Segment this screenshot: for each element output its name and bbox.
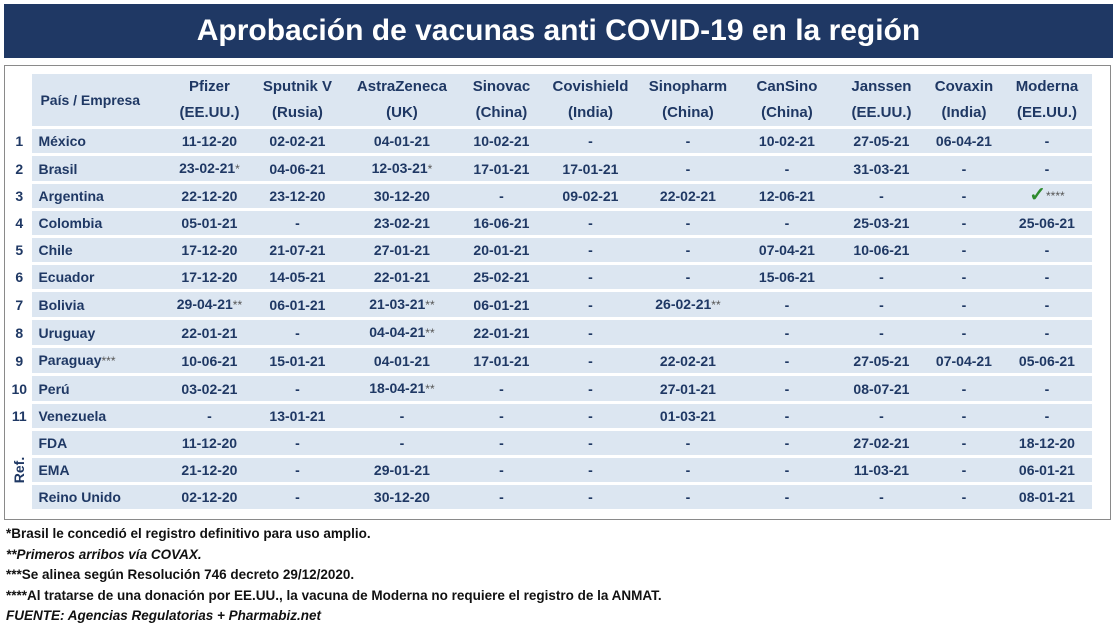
approval-date-cell: - xyxy=(926,292,1001,317)
approval-date-cell: - xyxy=(926,404,1001,428)
table-row xyxy=(6,348,1092,373)
footnote-marker: ** xyxy=(711,298,721,312)
approval-date-cell: 02-12-20 xyxy=(167,485,251,509)
approval-date-cell: - xyxy=(737,404,836,428)
approval-date-cell: - xyxy=(1001,320,1092,345)
country-name: Brasil xyxy=(32,156,167,181)
approval-date-cell: - xyxy=(926,431,1001,455)
vaccine-header-cansino xyxy=(737,74,836,126)
approval-date-cell: - xyxy=(638,211,737,235)
table-row xyxy=(6,238,1092,262)
approval-date-cell xyxy=(343,156,460,181)
approval-date-cell: - xyxy=(836,265,926,289)
country-name: Perú xyxy=(32,376,167,401)
approval-date-cell: 21-12-20 xyxy=(167,458,251,482)
vaccine-origin: (Rusia) xyxy=(272,104,323,121)
footnote-marker: **** xyxy=(1045,189,1065,203)
date-value: 18-04-21 xyxy=(369,380,426,396)
approval-date-cell: 27-01-21 xyxy=(638,376,737,401)
vaccine-name: Sinovac xyxy=(472,78,531,95)
approval-date-cell: - xyxy=(737,211,836,235)
approval-date-cell: - xyxy=(737,376,836,401)
approval-date-cell: - xyxy=(460,376,542,401)
vaccine-origin: (China) xyxy=(662,104,714,121)
vaccine-origin: (China) xyxy=(475,104,528,121)
approval-date-cell: 18-12-20 xyxy=(1001,431,1092,455)
approval-date-cell: - xyxy=(926,320,1001,345)
approval-date-cell xyxy=(167,156,251,181)
approval-date-cell: 13-01-21 xyxy=(251,404,343,428)
vaccine-header-sputnik-v xyxy=(251,74,343,126)
approval-date-cell: - xyxy=(926,211,1001,235)
approval-date-cell xyxy=(343,292,460,317)
reference-row xyxy=(6,485,1092,509)
approved-check-cell xyxy=(1001,184,1092,208)
date-value: Paraguay xyxy=(38,352,102,368)
table-row xyxy=(6,265,1092,289)
date-value: 21-03-21 xyxy=(369,296,426,312)
approval-date-cell: - xyxy=(638,265,737,289)
approval-date-cell: 31-03-21 xyxy=(836,156,926,181)
vaccine-origin: (China) xyxy=(761,104,813,121)
footnote-marker: ** xyxy=(425,382,435,396)
row-number: 4 xyxy=(6,211,32,235)
approval-date-cell: 06-01-21 xyxy=(460,292,542,317)
approval-date-cell: 29-01-21 xyxy=(343,458,460,482)
vaccine-origin: (UK) xyxy=(386,104,418,121)
approval-date-cell: 12-06-21 xyxy=(737,184,836,208)
approval-date-cell: 07-04-21 xyxy=(926,348,1001,373)
vaccine-header-sinopharm xyxy=(638,74,737,126)
vaccine-origin: (EE.UU.) xyxy=(1016,104,1077,121)
approval-date-cell: 17-01-21 xyxy=(460,348,542,373)
approval-date-cell: - xyxy=(638,485,737,509)
agency-name: FDA xyxy=(32,431,167,455)
approval-date-cell: - xyxy=(1001,404,1092,428)
footnote-marker: ** xyxy=(232,298,243,312)
table-row xyxy=(6,211,1092,235)
approval-date-cell: - xyxy=(737,156,836,181)
vaccine-origin: (EE.UU.) xyxy=(179,104,240,121)
approval-date-cell: - xyxy=(460,485,542,509)
approval-date-cell: - xyxy=(460,184,542,208)
vaccine-origin: (India) xyxy=(941,104,987,121)
country-name: Ecuador xyxy=(32,265,167,289)
approval-date-cell: - xyxy=(737,292,836,317)
approval-date-cell: - xyxy=(836,485,926,509)
approval-date-cell: - xyxy=(737,431,836,455)
approval-date-cell: - xyxy=(460,404,542,428)
country-name: Uruguay xyxy=(32,320,167,345)
approval-date-cell: 27-01-21 xyxy=(343,238,460,262)
row-number: 5 xyxy=(6,238,32,262)
approval-date-cell: - xyxy=(542,458,638,482)
approval-date-cell: - xyxy=(836,292,926,317)
vaccine-name: Sputnik V xyxy=(262,78,333,95)
vaccine-header-moderna xyxy=(1001,74,1092,126)
approval-date-cell: 15-06-21 xyxy=(737,265,836,289)
approval-date-cell: - xyxy=(460,458,542,482)
country-name: Chile xyxy=(32,238,167,262)
vaccine-name: Janssen xyxy=(851,78,912,95)
approval-date-cell: 16-06-21 xyxy=(460,211,542,235)
country-name xyxy=(32,348,167,373)
approval-date-cell: - xyxy=(638,431,737,455)
footnote-brasil: *Brasil le concedió el registro definitivo para uso amplio. xyxy=(6,526,371,541)
approval-date-cell: - xyxy=(542,348,638,373)
approval-date-cell: 11-12-20 xyxy=(167,129,251,153)
vaccine-name: AstraZeneca xyxy=(356,78,447,95)
reference-group-label xyxy=(6,431,32,509)
vaccine-name: Sinopharm xyxy=(648,78,728,95)
approval-date-cell: - xyxy=(251,211,343,235)
approval-date-cell: 17-01-21 xyxy=(460,156,542,181)
approval-date-cell: - xyxy=(926,485,1001,509)
footnote-source: FUENTE: Agencias Regulatorias + Pharmabiz.net xyxy=(6,608,321,623)
footnote-marker: * xyxy=(235,162,240,176)
country-name: Bolivia xyxy=(32,292,167,317)
approval-date-cell: 17-01-21 xyxy=(542,156,638,181)
vaccine-header-astrazeneca xyxy=(343,74,460,126)
footnotes xyxy=(6,524,662,627)
agency-name: EMA xyxy=(32,458,167,482)
approval-date-cell: - xyxy=(542,431,638,455)
vaccine-header-covaxin xyxy=(926,74,1001,126)
approval-date-cell: - xyxy=(836,184,926,208)
approval-date-cell: 23-02-21 xyxy=(343,211,460,235)
vaccine-header-pfizer xyxy=(167,74,251,126)
approval-date-cell: - xyxy=(542,265,638,289)
vaccine-origin: (EE.UU.) xyxy=(851,104,912,121)
approval-date-cell: - xyxy=(542,238,638,262)
approval-date-cell: 05-01-21 xyxy=(167,211,251,235)
approval-date-cell: 01-03-21 xyxy=(638,404,737,428)
approval-date-cell xyxy=(343,320,460,345)
check-icon: ✓ xyxy=(1029,184,1046,206)
reference-row xyxy=(6,431,1092,455)
approval-date-cell: - xyxy=(737,485,836,509)
approval-date-cell: 27-02-21 xyxy=(836,431,926,455)
vaccine-header-janssen xyxy=(836,74,926,126)
approval-date-cell: 17-12-20 xyxy=(167,238,251,262)
approval-date-cell: 03-02-21 xyxy=(167,376,251,401)
approval-date-cell: 06-04-21 xyxy=(926,129,1001,153)
approval-date-cell: - xyxy=(251,376,343,401)
approval-date-cell: 10-02-21 xyxy=(460,129,542,153)
date-value: 23-02-21 xyxy=(179,160,236,176)
approval-date-cell: - xyxy=(542,376,638,401)
approval-date-cell: - xyxy=(251,431,343,455)
vaccine-approval-table xyxy=(6,71,1092,512)
table-row xyxy=(6,292,1092,317)
approval-date-cell: 27-05-21 xyxy=(836,348,926,373)
approval-date-cell: - xyxy=(926,376,1001,401)
footnote-paraguay: ***Se alinea según Resolución 746 decreto 29/12/2020. xyxy=(6,567,355,582)
approval-date-cell: 06-01-21 xyxy=(1001,458,1092,482)
footnote-covax: **Primeros arribos vía COVAX. xyxy=(6,546,202,562)
approval-date-cell: - xyxy=(343,431,460,455)
approval-date-cell xyxy=(167,292,251,317)
reference-row xyxy=(6,458,1092,482)
approval-date-cell: - xyxy=(542,485,638,509)
approval-date-cell: - xyxy=(638,156,737,181)
row-number: 2 xyxy=(6,156,32,181)
country-column-header: País / Empresa xyxy=(32,74,167,126)
approval-date-cell: - xyxy=(737,348,836,373)
vaccine-header-sinovac xyxy=(460,74,542,126)
approval-date-cell: - xyxy=(737,458,836,482)
row-number: 8 xyxy=(6,320,32,345)
approval-date-cell xyxy=(343,376,460,401)
table-row xyxy=(6,129,1092,153)
vaccine-name: Covishield xyxy=(552,78,629,95)
approval-date-cell: 25-02-21 xyxy=(460,265,542,289)
row-number: 11 xyxy=(6,404,32,428)
approval-date-cell: 08-01-21 xyxy=(1001,485,1092,509)
approval-date-cell: - xyxy=(343,404,460,428)
approval-date-cell: 27-05-21 xyxy=(836,129,926,153)
approval-date-cell: 30-12-20 xyxy=(343,184,460,208)
vaccine-name: Covaxin xyxy=(934,78,994,95)
approval-date-cell: - xyxy=(542,292,638,317)
approval-date-cell: - xyxy=(926,458,1001,482)
footnote-marker: ** xyxy=(425,326,435,340)
approval-date-cell: - xyxy=(460,431,542,455)
vaccine-header-covishield xyxy=(542,74,638,126)
vaccine-name: Moderna xyxy=(1015,78,1079,95)
approval-date-cell: 04-01-21 xyxy=(343,129,460,153)
page-title: Aprobación de vacunas anti COVID-19 en la región xyxy=(4,4,1113,58)
approval-date-cell: - xyxy=(167,404,251,428)
approval-date-cell: 04-06-21 xyxy=(251,156,343,181)
vaccine-name: Pfizer xyxy=(189,78,230,95)
approval-date-cell: 22-02-21 xyxy=(638,184,737,208)
table-row xyxy=(6,184,1092,208)
footnote-marker: * xyxy=(427,162,433,176)
approval-date-cell: 05-06-21 xyxy=(1001,348,1092,373)
country-name: Colombia xyxy=(32,211,167,235)
approval-date-cell: 02-02-21 xyxy=(251,129,343,153)
approval-date-cell: - xyxy=(638,129,737,153)
approval-date-cell: 23-12-20 xyxy=(251,184,343,208)
approval-date-cell: - xyxy=(1001,265,1092,289)
approval-date-cell: - xyxy=(1001,129,1092,153)
approval-date-cell: 08-07-21 xyxy=(836,376,926,401)
ref-label: Ref. xyxy=(11,456,28,484)
approval-date-cell xyxy=(638,320,737,345)
approval-date-cell: 10-06-21 xyxy=(167,348,251,373)
vaccine-origin: (India) xyxy=(567,104,613,121)
footnote-moderna: ****Al tratarse de una donación por EE.UU., la vacuna de Moderna no requiere el registro de la ANMAT. xyxy=(6,587,662,603)
date-value: 12-03-21 xyxy=(371,160,428,176)
approval-date-cell: 30-12-20 xyxy=(343,485,460,509)
approval-date-cell: 22-01-21 xyxy=(167,320,251,345)
approval-date-cell: 14-05-21 xyxy=(251,265,343,289)
approval-date-cell: 15-01-21 xyxy=(251,348,343,373)
row-number: 6 xyxy=(6,265,32,289)
country-name: Venezuela xyxy=(32,404,167,428)
footnote-marker: *** xyxy=(101,354,116,368)
approval-date-cell: - xyxy=(926,156,1001,181)
approval-date-cell: - xyxy=(836,320,926,345)
table-row xyxy=(6,156,1092,181)
approval-date-cell: 20-01-21 xyxy=(460,238,542,262)
approval-date-cell: - xyxy=(1001,376,1092,401)
date-value: 26-02-21 xyxy=(655,296,712,312)
approval-date-cell: - xyxy=(836,404,926,428)
approval-date-cell: - xyxy=(926,184,1001,208)
approval-date-cell: - xyxy=(638,458,737,482)
approval-date-cell: - xyxy=(251,320,343,345)
table-row xyxy=(6,376,1092,401)
approval-date-cell: - xyxy=(251,458,343,482)
approval-date-cell: 17-12-20 xyxy=(167,265,251,289)
approval-date-cell: 25-03-21 xyxy=(836,211,926,235)
approval-date-cell: 22-01-21 xyxy=(460,320,542,345)
row-number: 10 xyxy=(6,376,32,401)
approval-date-cell: 04-01-21 xyxy=(343,348,460,373)
row-number: 1 xyxy=(6,129,32,153)
approval-date-cell: - xyxy=(926,265,1001,289)
row-number: 9 xyxy=(6,348,32,373)
date-value: 29-04-21 xyxy=(176,296,233,312)
approval-date-cell: - xyxy=(737,320,836,345)
approval-date-cell: - xyxy=(542,211,638,235)
table-row xyxy=(6,320,1092,345)
vaccine-name: CanSino xyxy=(756,78,818,95)
approval-date-cell: 22-01-21 xyxy=(343,265,460,289)
row-number: 3 xyxy=(6,184,32,208)
approval-date-cell xyxy=(638,292,737,317)
approval-date-cell: 07-04-21 xyxy=(737,238,836,262)
row-number: 7 xyxy=(6,292,32,317)
country-name: México xyxy=(32,129,167,153)
approval-date-cell: 10-06-21 xyxy=(836,238,926,262)
agency-name: Reino Unido xyxy=(32,485,167,509)
approval-date-cell: 25-06-21 xyxy=(1001,211,1092,235)
approval-date-cell: 09-02-21 xyxy=(542,184,638,208)
approval-date-cell: - xyxy=(251,485,343,509)
approval-date-cell: 21-07-21 xyxy=(251,238,343,262)
approval-date-cell: - xyxy=(1001,238,1092,262)
approval-date-cell: - xyxy=(926,238,1001,262)
approval-date-cell: - xyxy=(1001,292,1092,317)
approval-date-cell: - xyxy=(1001,156,1092,181)
approval-date-cell: 22-02-21 xyxy=(638,348,737,373)
approval-date-cell: - xyxy=(542,129,638,153)
header-row xyxy=(6,74,1092,126)
approval-date-cell: - xyxy=(542,320,638,345)
approval-date-cell: 22-12-20 xyxy=(167,184,251,208)
approval-date-cell: 10-02-21 xyxy=(737,129,836,153)
country-name: Argentina xyxy=(32,184,167,208)
corner-cell xyxy=(6,74,32,126)
approval-date-cell: 11-12-20 xyxy=(167,431,251,455)
approval-date-cell: - xyxy=(638,238,737,262)
table-row xyxy=(6,404,1092,428)
approval-date-cell: 11-03-21 xyxy=(836,458,926,482)
footnote-marker: ** xyxy=(425,298,435,312)
approval-date-cell: - xyxy=(542,404,638,428)
date-value: 04-04-21 xyxy=(369,324,426,340)
approval-date-cell: 06-01-21 xyxy=(251,292,343,317)
